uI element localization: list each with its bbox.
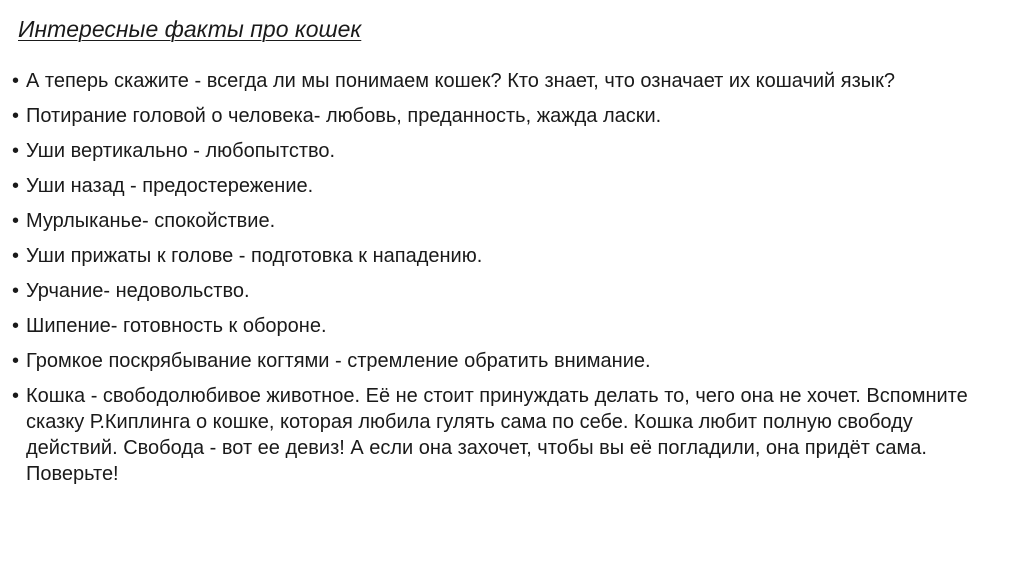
list-item-text: Шипение- готовность к обороне. <box>26 315 327 337</box>
list-item-text: А теперь скажите - всегда ли мы понимаем кошек? Кто знает, что означает их кошачий язык? <box>26 70 896 92</box>
list-item-text: Мурлыканье- спокойствие. <box>26 210 276 232</box>
list-item-text: Уши прижаты к голове - подготовка к нападению. <box>26 245 483 267</box>
list-item <box>12 208 1008 234</box>
bullet-icon: • <box>12 210 20 232</box>
list-item <box>12 103 1008 129</box>
list-item-text: Уши назад - предостережение. <box>26 175 314 197</box>
list-item-text: Потирание головой о человека- любовь, преданность, жажда ласки. <box>26 105 662 127</box>
list-item <box>12 313 1008 339</box>
list-item-text: Кошка - свободолюбивое животное. Её не стоит принуждать делать то, чего она не хочет. Вспомните сказку Р.Киплинга о кошке, которая любила гулять сама по себе. Кошка любит полную свободу действий. Свобода - вот ее девиз! А если она захочет, чтобы вы её погладили, она придёт сама. Поверьте! <box>26 385 968 485</box>
bullet-icon: • <box>12 280 20 302</box>
list-item <box>12 243 1008 269</box>
bullet-icon: • <box>12 70 20 92</box>
list-item-text: Громкое поскрябывание когтями - стремление обратить внимание. <box>26 350 651 372</box>
bullet-icon: • <box>12 245 20 267</box>
list-item <box>12 173 1008 199</box>
bullet-icon: • <box>12 350 20 372</box>
bullet-list <box>12 68 1008 496</box>
list-item <box>12 278 1008 304</box>
bullet-icon: • <box>12 140 20 162</box>
list-item-text: Урчание- недовольство. <box>26 280 250 302</box>
list-item <box>12 138 1008 164</box>
list-item <box>12 383 1008 487</box>
bullet-icon: • <box>12 175 20 197</box>
list-item <box>12 68 1008 94</box>
list-item-text: Уши вертикально - любопытство. <box>26 140 336 162</box>
slide-title: Интересные факты про кошек <box>18 16 362 42</box>
bullet-icon: • <box>12 315 20 337</box>
list-item <box>12 348 1008 374</box>
bullet-icon: • <box>12 385 20 407</box>
bullet-icon: • <box>12 105 20 127</box>
